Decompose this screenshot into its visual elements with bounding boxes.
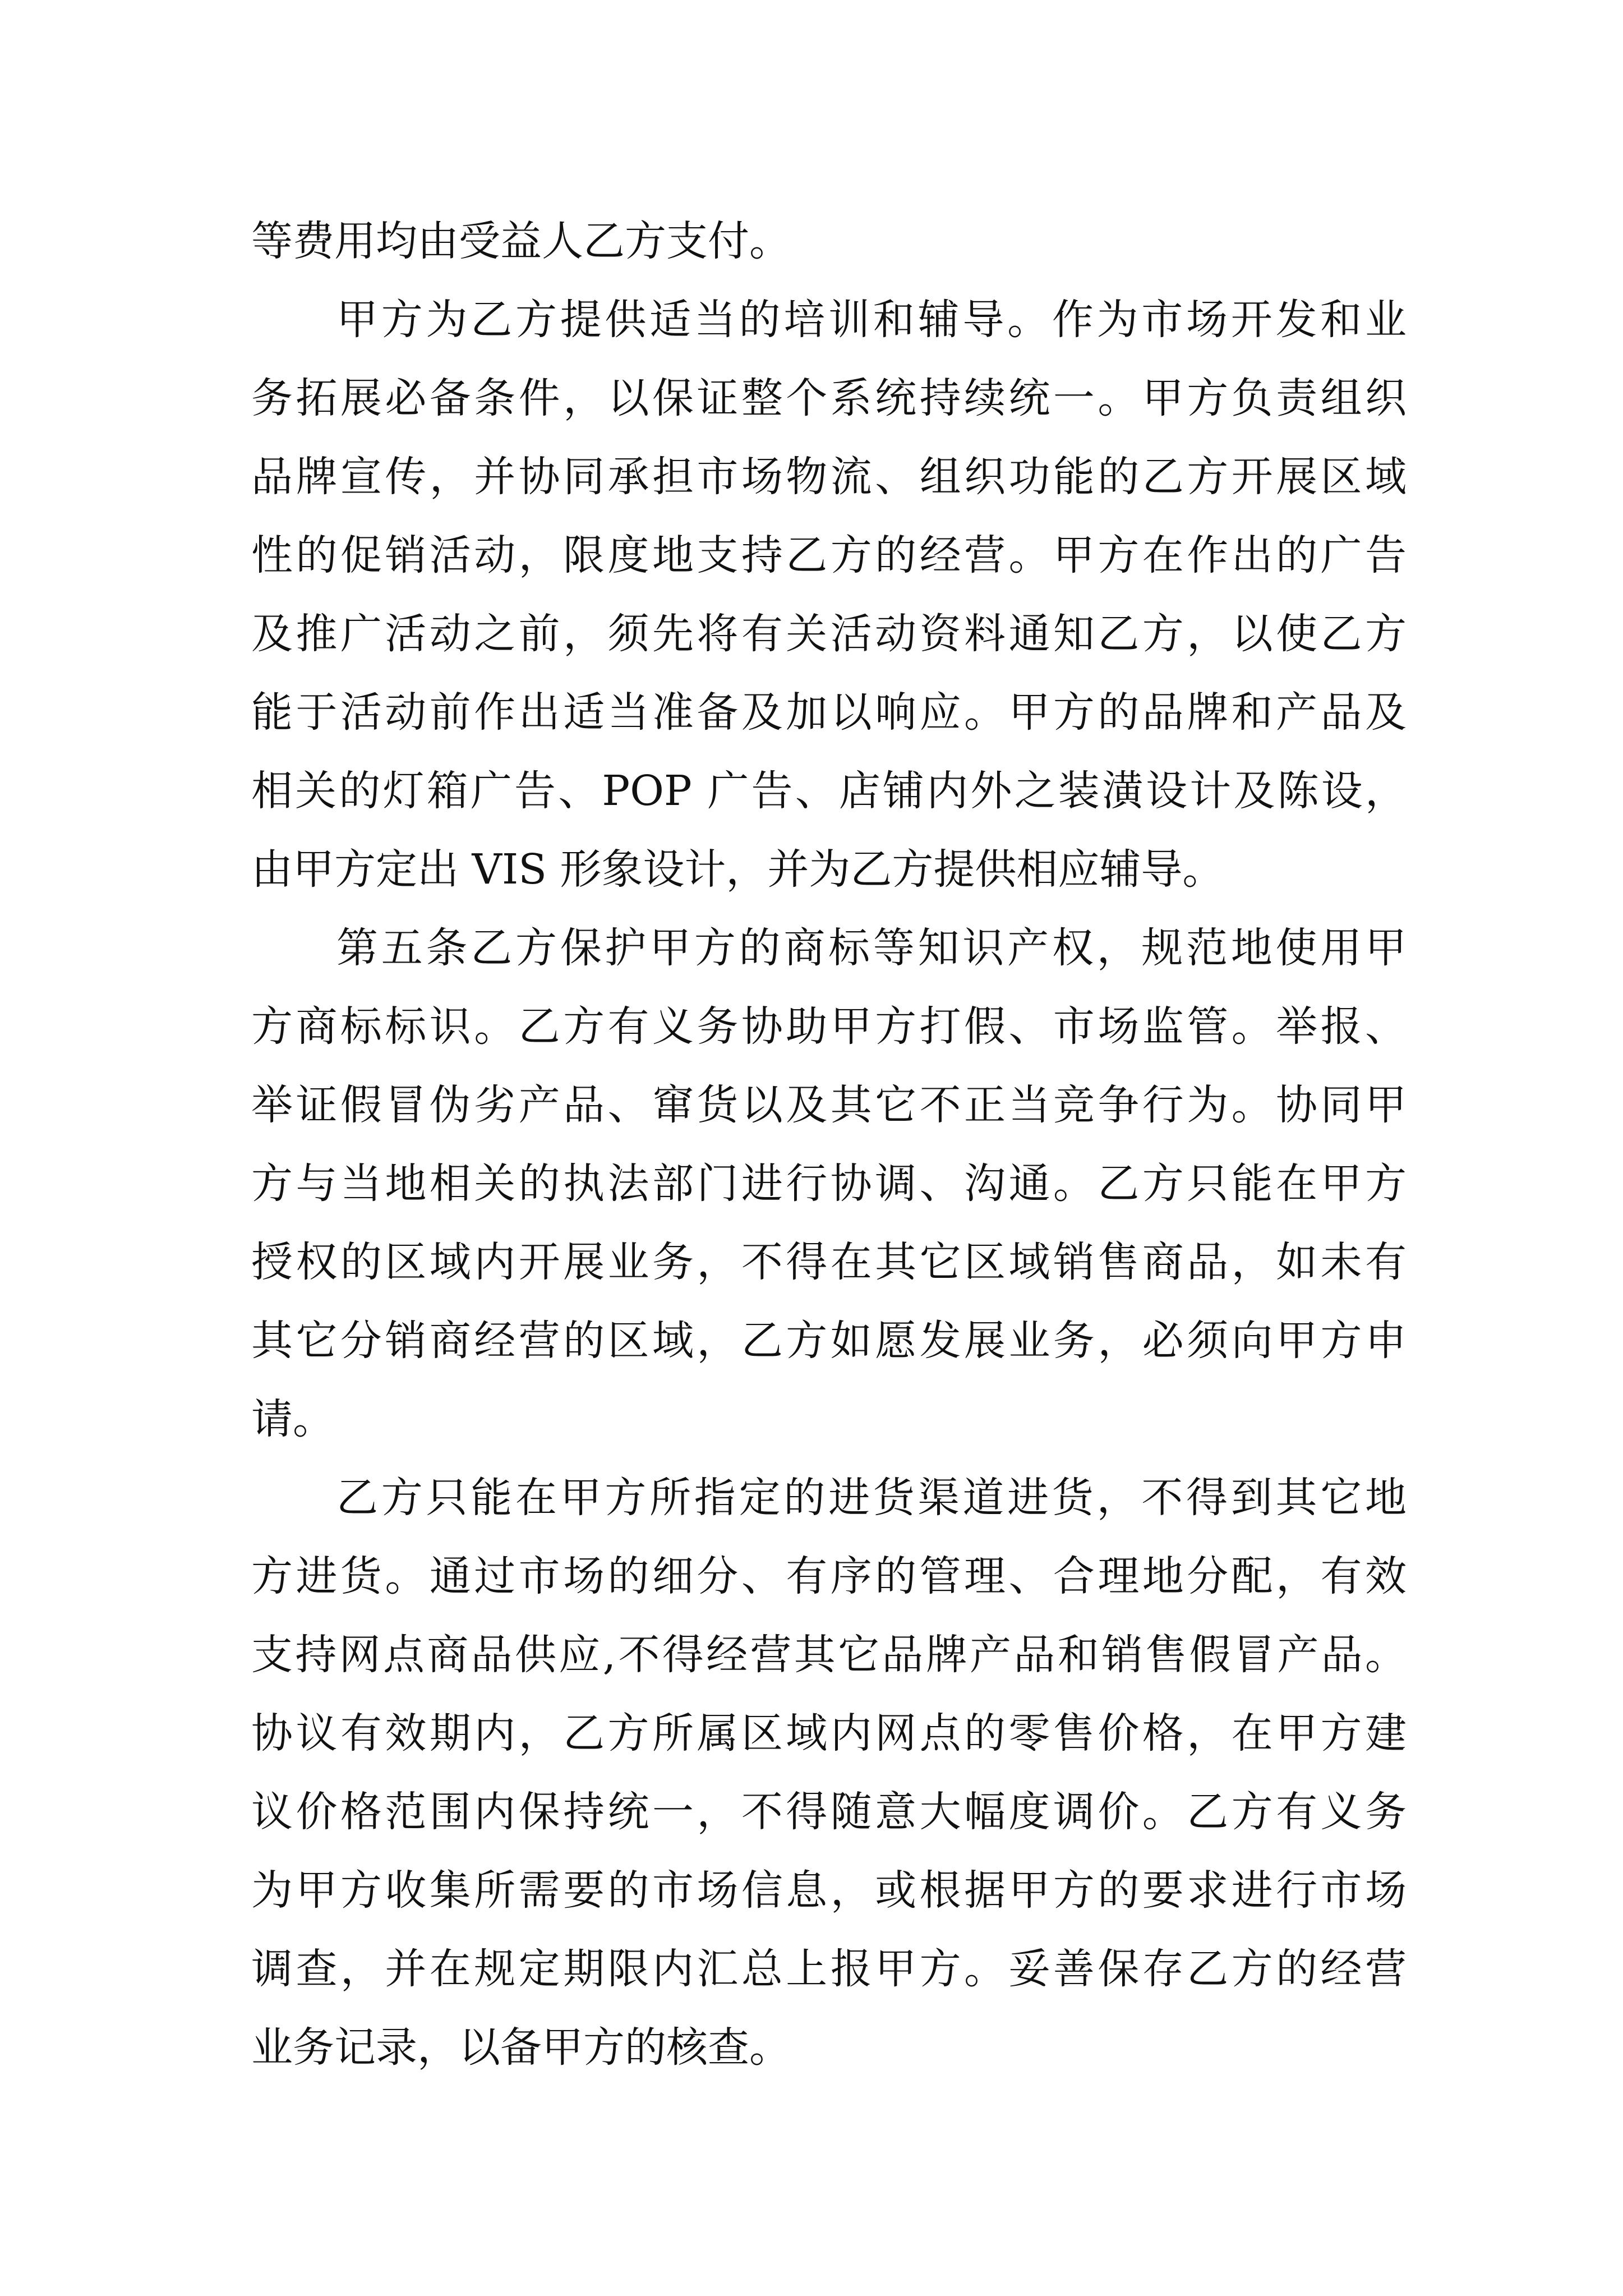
text-line: 方进货。通过市场的细分、有序的管理、合理地分配，有效 <box>251 1552 1407 1600</box>
text-line: 协议有效期内，乙方所属区域内网点的零售价格，在甲方建 <box>251 1709 1407 1757</box>
text-line: 请。 <box>251 1395 334 1443</box>
text-line: 等费用均由受益人乙方支付。 <box>251 217 791 265</box>
text-line: 调查，并在规定期限内汇总上报甲方。妥善保存乙方的经营 <box>251 1945 1407 1993</box>
text-line: 及推广活动之前，须先将有关活动资料通知乙方，以使乙方 <box>251 610 1407 658</box>
text-line: 举证假冒伪劣产品、窜货以及其它不正当竞争行为。协同甲 <box>251 1081 1407 1129</box>
text-line: 能于活动前作出适当准备及加以响应。甲方的品牌和产品及 <box>251 688 1407 737</box>
text-line: 支持网点商品供应,不得经营其它品牌产品和销售假冒产品。 <box>251 1631 1407 1679</box>
text-line: 业务记录，以备甲方的核查。 <box>251 2023 791 2072</box>
text-line: 由甲方定出 VIS 形象设计，并为乙方提供相应辅导。 <box>251 845 1224 894</box>
text-line: 方与当地相关的执法部门进行协调、沟通。乙方只能在甲方 <box>251 1159 1407 1208</box>
text-line: 相关的灯箱广告、POP 广告、店铺内外之装潢设计及陈设， <box>251 767 1407 815</box>
text-line: 授权的区域内开展业务，不得在其它区域销售商品，如未有 <box>251 1238 1407 1286</box>
text-line: 议价格范围内保持统一，不得随意大幅度调价。乙方有义务 <box>251 1788 1407 1836</box>
text-line: 品牌宣传，并协同承担市场物流、组织功能的乙方开展区域 <box>251 453 1407 501</box>
paragraph-first-line: 乙方只能在甲方所指定的进货渠道进货，不得到其它地 <box>336 1474 1407 1522</box>
text-line: 为甲方收集所需要的市场信息，或根据甲方的要求进行市场 <box>251 1866 1407 1915</box>
text-line: 方商标标识。乙方有义务协助甲方打假、市场监管。举报、 <box>251 1002 1407 1051</box>
text-line: 务拓展必备条件，以保证整个系统持续统一。甲方负责组织 <box>251 374 1407 422</box>
text-line: 其它分销商经营的区域，乙方如愿发展业务，必须向甲方申 <box>251 1317 1407 1365</box>
document-body <box>251 202 1407 2087</box>
paragraph-first-line: 甲方为乙方提供适当的培训和辅导。作为市场开发和业 <box>336 296 1407 344</box>
text-line: 性的促销活动，限度地支持乙方的经营。甲方在作出的广告 <box>251 531 1407 579</box>
paragraph-first-line: 第五条乙方保护甲方的商标等知识产权，规范地使用甲 <box>336 924 1407 972</box>
